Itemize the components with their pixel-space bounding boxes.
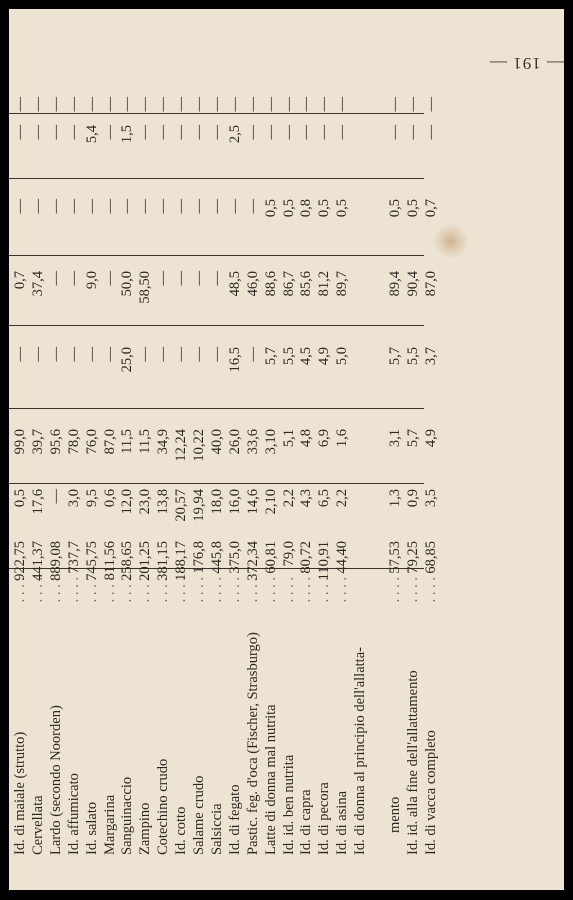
value-c3: 76,0 — [83, 429, 100, 455]
value-c4: 4,9 — [316, 347, 333, 366]
value-c1: 44,40 — [334, 541, 351, 574]
value-c7: — — [244, 125, 261, 140]
value-c8: — — [334, 97, 351, 112]
value-c8: — — [119, 97, 136, 112]
food-name: Pastic. feg. d'oca (Fischer, Strasburgo) — [244, 632, 261, 855]
value-c4: — — [244, 347, 261, 362]
value-c6: — — [208, 199, 225, 214]
dot-leader: . . . . — [191, 577, 207, 603]
value-c2: 2,10 — [262, 489, 279, 515]
value-c2: 19,94 — [191, 489, 207, 522]
value-c4: 3,7 — [422, 347, 439, 366]
value-c4: 5,7 — [387, 347, 404, 366]
value-c2: 0,9 — [405, 489, 421, 508]
value-c2: — — [47, 489, 64, 504]
dot-leader: . . . . — [65, 577, 82, 603]
value-c6: — — [65, 199, 82, 214]
value-c8: — — [155, 97, 172, 112]
value-c7: — — [208, 125, 225, 140]
value-c6: 0,5 — [280, 199, 297, 218]
value-c7: — — [65, 125, 82, 140]
value-c8: — — [208, 97, 225, 112]
value-c1: 445,8 — [208, 541, 225, 574]
value-c4: 5,5 — [280, 347, 297, 366]
value-c2: 9,5 — [83, 489, 100, 508]
value-c2: 23,0 — [137, 489, 154, 515]
food-name: Lardo (secondo Noorden) — [47, 705, 64, 855]
column-rule — [9, 483, 424, 484]
value-c2: 20,57 — [173, 489, 190, 522]
value-c2: 2,2 — [334, 489, 351, 508]
paper-stain — [434, 224, 468, 258]
value-c3: 12,24 — [173, 429, 190, 462]
value-c2: 6,5 — [316, 489, 333, 508]
dot-leader: . . . . — [262, 577, 279, 603]
value-c7: — — [262, 125, 279, 140]
value-c7: — — [422, 125, 439, 140]
food-name: Id. di asina — [334, 790, 351, 855]
value-c4: — — [137, 347, 154, 362]
value-c6: 0,5 — [316, 199, 333, 218]
value-c3: 39,7 — [29, 429, 46, 455]
value-c2: 3,5 — [422, 489, 439, 508]
value-c5: 50,0 — [119, 271, 136, 297]
column-rule — [9, 178, 424, 179]
food-name: Id. affumicato — [65, 773, 82, 855]
food-name: Id. salato — [83, 801, 100, 855]
value-c4: 5,0 — [334, 347, 351, 366]
value-c1: 80,72 — [298, 541, 315, 574]
value-c6: — — [119, 199, 136, 214]
value-c3: 3,1 — [387, 429, 404, 448]
value-c3: 33,6 — [244, 429, 261, 455]
value-c3: 4,9 — [422, 429, 439, 448]
value-c4: — — [173, 347, 190, 362]
dot-leader: . . . . — [244, 577, 261, 603]
value-c5: — — [65, 271, 82, 286]
value-c5: 89,4 — [387, 271, 404, 297]
dot-leader: . . . . — [316, 577, 333, 603]
value-c7: — — [191, 125, 207, 140]
value-c6: 0,7 — [422, 199, 439, 218]
value-c3: 78,0 — [65, 429, 82, 455]
food-name: Id. di maiale (strutto) — [12, 731, 28, 855]
value-c5: — — [47, 271, 64, 286]
dot-leader: . . . . — [137, 577, 154, 603]
value-c5: 85,6 — [298, 271, 315, 297]
food-name: Latte di donna mal nutrita — [262, 704, 279, 855]
column-rule — [9, 408, 424, 409]
value-c8: — — [47, 97, 64, 112]
value-c3: 3,10 — [262, 429, 279, 455]
value-c2: 16,0 — [226, 489, 243, 515]
value-c7: — — [173, 125, 190, 140]
food-name: Id. di capra — [298, 789, 315, 855]
value-c6: 0,5 — [405, 199, 421, 218]
value-c2: 13,8 — [155, 489, 172, 515]
value-c5: 0,7 — [12, 271, 28, 290]
value-c3: 10,22 — [191, 429, 207, 462]
dot-leader: . . . . — [298, 577, 315, 603]
value-c3: 26,0 — [226, 429, 243, 455]
value-c6: 0,5 — [262, 199, 279, 218]
value-c4: 5,7 — [262, 347, 279, 366]
value-c7: 1,5 — [119, 125, 136, 144]
value-c5: — — [173, 271, 190, 286]
value-c2: 0,5 — [12, 489, 28, 508]
value-c6: 0,5 — [334, 199, 351, 218]
value-c5: 46,0 — [244, 271, 261, 297]
food-name: Id. di fegato — [226, 784, 243, 855]
value-c7: — — [387, 125, 404, 140]
value-c7: — — [47, 125, 64, 140]
value-c2: 18,0 — [208, 489, 225, 515]
value-c5: 48,5 — [226, 271, 243, 297]
value-c6: — — [47, 199, 64, 214]
value-c5: 9,0 — [83, 271, 100, 290]
value-c4: — — [191, 347, 207, 362]
value-c6: — — [226, 199, 243, 214]
value-c7: — — [137, 125, 154, 140]
value-c8: — — [226, 97, 243, 112]
dot-leader: . . . . — [119, 577, 136, 603]
value-c2: 3,0 — [65, 489, 82, 508]
value-c4: — — [208, 347, 225, 362]
value-c4: 25,0 — [119, 347, 136, 373]
value-c8: — — [244, 97, 261, 112]
column-rule — [9, 113, 424, 114]
value-c8: — — [280, 97, 297, 112]
value-c1: 176,8 — [191, 541, 207, 574]
value-c5: 86,7 — [280, 271, 297, 297]
value-c1: 110,91 — [316, 541, 333, 581]
value-c5: 90,4 — [405, 271, 421, 297]
value-c8: — — [316, 97, 333, 112]
value-c3: 5,1 — [280, 429, 297, 448]
value-c1: 745,75 — [83, 541, 100, 581]
page-number: — 191 — — [489, 54, 564, 73]
value-c3: 11,5 — [137, 429, 154, 454]
value-c1: 811,56 — [101, 541, 118, 581]
value-c8: — — [191, 97, 207, 112]
value-c3: 11,5 — [119, 429, 136, 454]
value-c1: 922,75 — [12, 541, 28, 581]
value-c8: — — [298, 97, 315, 112]
value-c1: 372,34 — [244, 541, 261, 581]
value-c3: 95,6 — [47, 429, 64, 455]
value-c1: 68,85 — [422, 541, 439, 574]
value-c4: — — [101, 347, 118, 362]
food-name: Salsiccia — [208, 803, 225, 855]
value-c8: — — [422, 97, 439, 112]
value-c5: — — [208, 271, 225, 286]
value-c8: — — [137, 97, 154, 112]
value-c4: 16,5 — [226, 347, 243, 373]
value-c4: — — [155, 347, 172, 362]
value-c8: — — [262, 97, 279, 112]
dot-leader: . . . . — [173, 577, 190, 603]
dot-leader: . . . . — [83, 577, 100, 603]
value-c2: 0,6 — [101, 489, 118, 508]
value-c1: 188,17 — [173, 541, 190, 581]
value-c2: 4,3 — [298, 489, 315, 508]
value-c7: — — [316, 125, 333, 140]
food-name: Cotechino crudo — [155, 758, 172, 855]
dot-leader: . . . . — [155, 577, 172, 603]
value-c8: — — [387, 97, 404, 112]
food-name: Id. di vacca completo — [422, 730, 439, 855]
value-c5: 87,0 — [422, 271, 439, 297]
value-c8: — — [65, 97, 82, 112]
dot-leader: . . . . — [12, 577, 28, 603]
value-c5: 37,4 — [29, 271, 46, 297]
value-c4: — — [65, 347, 82, 362]
dot-leader: . . . . — [226, 577, 243, 603]
value-c3: 99,0 — [12, 429, 28, 455]
value-c7: — — [334, 125, 351, 140]
value-c2: 1,3 — [387, 489, 404, 508]
value-c1: 381,15 — [155, 541, 172, 581]
dot-leader: . . . . — [422, 577, 439, 603]
value-c4: — — [83, 347, 100, 362]
value-c5: — — [155, 271, 172, 286]
value-c7: — — [280, 125, 297, 140]
value-c6: 0,8 — [298, 199, 315, 218]
value-c7: 2,5 — [226, 125, 243, 144]
food-name: Id. cotto — [173, 806, 190, 855]
value-c2: 12,0 — [119, 489, 136, 515]
value-c8: — — [12, 97, 28, 112]
food-name: mento — [387, 796, 404, 833]
dot-leader: . . . . — [280, 577, 297, 603]
value-c6: 0,5 — [387, 199, 404, 218]
value-c1: 889,08 — [47, 541, 64, 581]
value-c6: — — [12, 199, 28, 214]
value-c1: 60,81 — [262, 541, 279, 574]
value-c7: — — [298, 125, 315, 140]
food-name: Id. di donna al principio dell'allatta- — [352, 647, 369, 855]
value-c5: — — [101, 271, 118, 286]
value-c5: 89,7 — [334, 271, 351, 297]
value-c7: 5,4 — [83, 125, 100, 144]
value-c7: — — [155, 125, 172, 140]
value-c1: 79,25 — [405, 541, 421, 574]
value-c1: 201,25 — [137, 541, 154, 581]
dot-leader: . . . . — [29, 577, 46, 603]
value-c3: 34,9 — [155, 429, 172, 455]
dot-leader: . . . . — [47, 577, 64, 603]
value-c5: — — [191, 271, 207, 286]
column-rule — [9, 325, 424, 326]
value-c8: — — [83, 97, 100, 112]
value-c1: 375,0 — [226, 541, 243, 574]
value-c6: — — [173, 199, 190, 214]
dot-leader: . . . . — [101, 577, 118, 603]
value-c8: — — [173, 97, 190, 112]
value-c2: 17,6 — [29, 489, 46, 515]
value-c6: — — [29, 199, 46, 214]
value-c3: 87,0 — [101, 429, 118, 455]
food-name: Margarina — [101, 794, 118, 855]
value-c4: — — [29, 347, 46, 362]
dot-leader: . . . . — [387, 577, 404, 603]
value-c1: 258,65 — [119, 541, 136, 581]
value-c3: 5,7 — [405, 429, 421, 448]
value-c6: — — [244, 199, 261, 214]
column-rule — [9, 255, 424, 256]
value-c8: — — [101, 97, 118, 112]
value-c8: — — [29, 97, 46, 112]
value-c2: 2,2 — [280, 489, 297, 508]
value-c6: — — [155, 199, 172, 214]
value-c1: 57,53 — [387, 541, 404, 574]
food-name: Id. di pecora — [316, 782, 333, 855]
value-c1: 441,37 — [29, 541, 46, 581]
value-c7: — — [12, 125, 28, 140]
value-c6: — — [137, 199, 154, 214]
value-c7: — — [405, 125, 421, 140]
food-name: Sanguinaccio — [119, 776, 136, 855]
value-c4: — — [47, 347, 64, 362]
value-c1: 737,7 — [65, 541, 82, 574]
rotated-nutrition-table — [9, 69, 439, 859]
food-name: Id. id. ben nutrita — [280, 754, 297, 855]
value-c3: 1,6 — [334, 429, 351, 448]
value-c7: — — [101, 125, 118, 140]
value-c6: — — [101, 199, 118, 214]
food-name: Cervellata — [29, 795, 46, 855]
food-name: Salame crudo — [191, 775, 207, 855]
value-c4: 4,5 — [298, 347, 315, 366]
book-page — [9, 9, 564, 890]
value-c1: 79,0 — [280, 541, 297, 567]
value-c7: — — [29, 125, 46, 140]
value-c5: 58,50 — [137, 271, 154, 304]
value-c2: 14,6 — [244, 489, 261, 515]
value-c3: 6,9 — [316, 429, 333, 448]
value-c4: — — [12, 347, 28, 362]
value-c6: — — [83, 199, 100, 214]
value-c3: 40,0 — [208, 429, 225, 455]
value-c8: — — [405, 97, 421, 112]
food-name: Zampino — [137, 802, 154, 855]
dot-leader: . . . . — [405, 577, 421, 603]
dot-leader: . . . . — [208, 577, 225, 603]
value-c5: 81,2 — [316, 271, 333, 297]
value-c4: 5,5 — [405, 347, 421, 366]
value-c6: — — [191, 199, 207, 214]
value-c5: 88,6 — [262, 271, 279, 297]
dot-leader: . . . . — [334, 577, 351, 603]
food-name: Id. id. alla fine dell'allattamento — [405, 670, 421, 855]
value-c3: 4,8 — [298, 429, 315, 448]
